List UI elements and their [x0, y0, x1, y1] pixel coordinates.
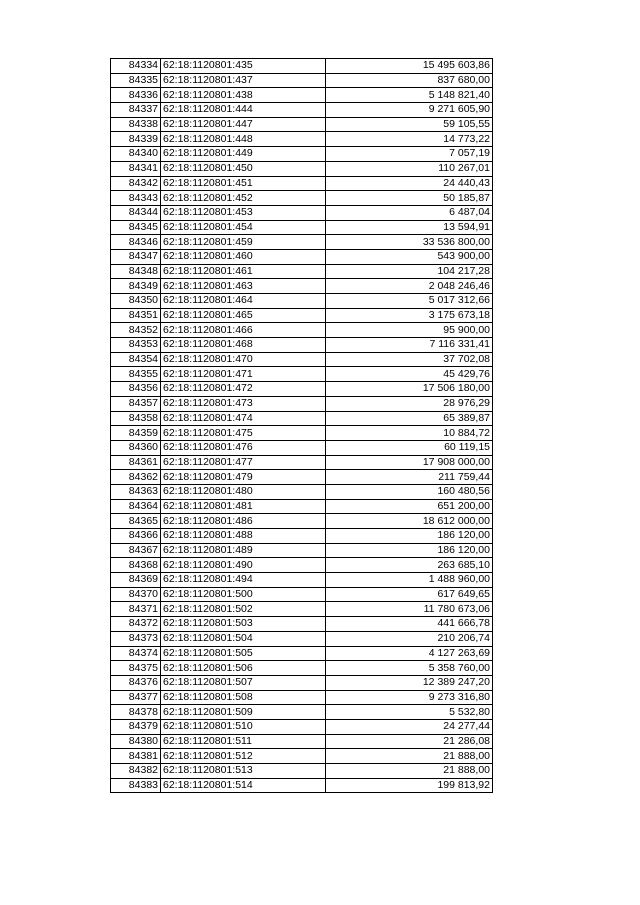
table-row [111, 602, 493, 617]
table-body [111, 59, 493, 793]
cadastral-number-cell: 62:18:1120801:510 [161, 719, 326, 734]
cadastral-number-cell: 62:18:1120801:437 [161, 73, 326, 88]
value-cell: 837 680,00 [326, 73, 493, 88]
table-row [111, 176, 493, 191]
cadastral-number-cell: 62:18:1120801:503 [161, 617, 326, 632]
cadastral-number-cell: 62:18:1120801:481 [161, 499, 326, 514]
row-number-cell: 84371 [111, 602, 161, 617]
value-cell: 186 120,00 [326, 543, 493, 558]
value-cell: 110 267,01 [326, 161, 493, 176]
row-number-cell: 84360 [111, 440, 161, 455]
table-row [111, 103, 493, 118]
cadastral-number-cell: 62:18:1120801:468 [161, 338, 326, 353]
row-number-cell: 84336 [111, 88, 161, 103]
row-number-cell: 84347 [111, 249, 161, 264]
cadastral-number-cell: 62:18:1120801:460 [161, 249, 326, 264]
row-number-cell: 84376 [111, 675, 161, 690]
value-cell: 7 057,19 [326, 147, 493, 162]
cadastral-number-cell: 62:18:1120801:506 [161, 661, 326, 676]
table-row [111, 147, 493, 162]
table-row [111, 411, 493, 426]
row-number-cell: 84380 [111, 734, 161, 749]
cadastral-number-cell: 62:18:1120801:470 [161, 352, 326, 367]
row-number-cell: 84346 [111, 235, 161, 250]
value-cell: 210 206,74 [326, 631, 493, 646]
value-cell: 24 440,43 [326, 176, 493, 191]
value-cell: 28 976,29 [326, 396, 493, 411]
table-row [111, 279, 493, 294]
row-number-cell: 84350 [111, 294, 161, 309]
cadastral-number-cell: 62:18:1120801:448 [161, 132, 326, 147]
value-cell: 14 773,22 [326, 132, 493, 147]
value-cell: 17 506 180,00 [326, 382, 493, 397]
row-number-cell: 84342 [111, 176, 161, 191]
cadastral-number-cell: 62:18:1120801:508 [161, 690, 326, 705]
value-cell: 2 048 246,46 [326, 279, 493, 294]
row-number-cell: 84338 [111, 117, 161, 132]
row-number-cell: 84348 [111, 264, 161, 279]
cadastral-number-cell: 62:18:1120801:465 [161, 308, 326, 323]
table-row [111, 205, 493, 220]
row-number-cell: 84373 [111, 631, 161, 646]
cadastral-number-cell: 62:18:1120801:466 [161, 323, 326, 338]
row-number-cell: 84374 [111, 646, 161, 661]
row-number-cell: 84339 [111, 132, 161, 147]
row-number-cell: 84344 [111, 205, 161, 220]
table-row [111, 308, 493, 323]
row-number-cell: 84358 [111, 411, 161, 426]
value-cell: 186 120,00 [326, 529, 493, 544]
cadastral-number-cell: 62:18:1120801:476 [161, 440, 326, 455]
cadastral-number-cell: 62:18:1120801:454 [161, 220, 326, 235]
table-row [111, 499, 493, 514]
row-number-cell: 84356 [111, 382, 161, 397]
value-cell: 50 185,87 [326, 191, 493, 206]
value-cell: 10 884,72 [326, 426, 493, 441]
row-number-cell: 84365 [111, 514, 161, 529]
value-cell: 4 127 263,69 [326, 646, 493, 661]
cadastral-number-cell: 62:18:1120801:474 [161, 411, 326, 426]
table-row [111, 455, 493, 470]
cadastral-number-cell: 62:18:1120801:449 [161, 147, 326, 162]
row-number-cell: 84337 [111, 103, 161, 118]
value-cell: 45 429,76 [326, 367, 493, 382]
value-cell: 33 536 800,00 [326, 235, 493, 250]
cadastral-number-cell: 62:18:1120801:475 [161, 426, 326, 441]
table-row [111, 382, 493, 397]
row-number-cell: 84383 [111, 778, 161, 793]
cadastral-number-cell: 62:18:1120801:461 [161, 264, 326, 279]
table-row [111, 705, 493, 720]
table-row [111, 294, 493, 309]
value-cell: 7 116 331,41 [326, 338, 493, 353]
row-number-cell: 84359 [111, 426, 161, 441]
cadastral-number-cell: 62:18:1120801:502 [161, 602, 326, 617]
table-row [111, 323, 493, 338]
value-cell: 617 649,65 [326, 587, 493, 602]
row-number-cell: 84364 [111, 499, 161, 514]
table-row [111, 631, 493, 646]
table-row [111, 440, 493, 455]
row-number-cell: 84349 [111, 279, 161, 294]
table-row [111, 396, 493, 411]
row-number-cell: 84379 [111, 719, 161, 734]
row-number-cell: 84361 [111, 455, 161, 470]
value-cell: 211 759,44 [326, 470, 493, 485]
table-row [111, 470, 493, 485]
cadastral-number-cell: 62:18:1120801:512 [161, 749, 326, 764]
value-cell: 104 217,28 [326, 264, 493, 279]
row-number-cell: 84334 [111, 59, 161, 74]
cadastral-number-cell: 62:18:1120801:504 [161, 631, 326, 646]
cadastral-number-cell: 62:18:1120801:438 [161, 88, 326, 103]
value-cell: 21 888,00 [326, 749, 493, 764]
row-number-cell: 84340 [111, 147, 161, 162]
table-row [111, 749, 493, 764]
cadastral-number-cell: 62:18:1120801:459 [161, 235, 326, 250]
row-number-cell: 84369 [111, 573, 161, 588]
row-number-cell: 84370 [111, 587, 161, 602]
cadastral-number-cell: 62:18:1120801:511 [161, 734, 326, 749]
table-row [111, 338, 493, 353]
value-cell: 9 273 316,80 [326, 690, 493, 705]
row-number-cell: 84363 [111, 484, 161, 499]
value-cell: 5 358 760,00 [326, 661, 493, 676]
cadastral-number-cell: 62:18:1120801:463 [161, 279, 326, 294]
row-number-cell: 84381 [111, 749, 161, 764]
cadastral-number-cell: 62:18:1120801:494 [161, 573, 326, 588]
table-row [111, 764, 493, 779]
value-cell: 543 900,00 [326, 249, 493, 264]
cadastral-number-cell: 62:18:1120801:486 [161, 514, 326, 529]
value-cell: 160 480,56 [326, 484, 493, 499]
cadastral-number-cell: 62:18:1120801:505 [161, 646, 326, 661]
row-number-cell: 84341 [111, 161, 161, 176]
table-row [111, 249, 493, 264]
cadastral-number-cell: 62:18:1120801:451 [161, 176, 326, 191]
value-cell: 13 594,91 [326, 220, 493, 235]
table-row [111, 690, 493, 705]
table-row [111, 220, 493, 235]
cadastral-number-cell: 62:18:1120801:500 [161, 587, 326, 602]
cadastral-number-cell: 62:18:1120801:452 [161, 191, 326, 206]
table-row [111, 73, 493, 88]
row-number-cell: 84367 [111, 543, 161, 558]
row-number-cell: 84355 [111, 367, 161, 382]
cadastral-number-cell: 62:18:1120801:509 [161, 705, 326, 720]
cadastral-number-cell: 62:18:1120801:473 [161, 396, 326, 411]
value-cell: 65 389,87 [326, 411, 493, 426]
table-row [111, 484, 493, 499]
value-cell: 18 612 000,00 [326, 514, 493, 529]
row-number-cell: 84352 [111, 323, 161, 338]
cadastral-number-cell: 62:18:1120801:507 [161, 675, 326, 690]
value-cell: 59 105,55 [326, 117, 493, 132]
value-cell: 9 271 605,90 [326, 103, 493, 118]
row-number-cell: 84351 [111, 308, 161, 323]
value-cell: 5 148 821,40 [326, 88, 493, 103]
cadastral-number-cell: 62:18:1120801:513 [161, 764, 326, 779]
value-cell: 37 702,08 [326, 352, 493, 367]
value-cell: 95 900,00 [326, 323, 493, 338]
table-row [111, 191, 493, 206]
table-row [111, 161, 493, 176]
value-cell: 199 813,92 [326, 778, 493, 793]
value-cell: 263 685,10 [326, 558, 493, 573]
row-number-cell: 84353 [111, 338, 161, 353]
cadastral-number-cell: 62:18:1120801:490 [161, 558, 326, 573]
value-cell: 24 277,44 [326, 719, 493, 734]
row-number-cell: 84362 [111, 470, 161, 485]
cadastral-value-table [110, 58, 493, 793]
table-row [111, 661, 493, 676]
value-cell: 6 487,04 [326, 205, 493, 220]
row-number-cell: 84357 [111, 396, 161, 411]
value-cell: 21 888,00 [326, 764, 493, 779]
row-number-cell: 84368 [111, 558, 161, 573]
value-cell: 5 017 312,66 [326, 294, 493, 309]
table-row [111, 59, 493, 74]
table-row [111, 778, 493, 793]
table-row [111, 734, 493, 749]
cadastral-number-cell: 62:18:1120801:447 [161, 117, 326, 132]
table-row [111, 587, 493, 602]
cadastral-number-cell: 62:18:1120801:489 [161, 543, 326, 558]
table-row [111, 646, 493, 661]
table-row [111, 529, 493, 544]
row-number-cell: 84378 [111, 705, 161, 720]
cadastral-number-cell: 62:18:1120801:477 [161, 455, 326, 470]
table-row [111, 675, 493, 690]
table-row [111, 367, 493, 382]
table-row [111, 514, 493, 529]
cadastral-number-cell: 62:18:1120801:480 [161, 484, 326, 499]
value-cell: 21 286,08 [326, 734, 493, 749]
cadastral-number-cell: 62:18:1120801:488 [161, 529, 326, 544]
table-row [111, 617, 493, 632]
value-cell: 5 532,80 [326, 705, 493, 720]
row-number-cell: 84382 [111, 764, 161, 779]
cadastral-number-cell: 62:18:1120801:435 [161, 59, 326, 74]
table-row [111, 543, 493, 558]
cadastral-number-cell: 62:18:1120801:444 [161, 103, 326, 118]
value-cell: 441 666,78 [326, 617, 493, 632]
row-number-cell: 84335 [111, 73, 161, 88]
cadastral-number-cell: 62:18:1120801:479 [161, 470, 326, 485]
table-row [111, 558, 493, 573]
value-cell: 12 389 247,20 [326, 675, 493, 690]
value-cell: 60 119,15 [326, 440, 493, 455]
value-cell: 3 175 673,18 [326, 308, 493, 323]
table-row [111, 352, 493, 367]
value-cell: 17 908 000,00 [326, 455, 493, 470]
value-cell: 1 488 960,00 [326, 573, 493, 588]
row-number-cell: 84354 [111, 352, 161, 367]
cadastral-number-cell: 62:18:1120801:450 [161, 161, 326, 176]
row-number-cell: 84377 [111, 690, 161, 705]
value-cell: 15 495 603,86 [326, 59, 493, 74]
value-cell: 11 780 673,06 [326, 602, 493, 617]
row-number-cell: 84343 [111, 191, 161, 206]
table-row [111, 573, 493, 588]
table-row [111, 88, 493, 103]
row-number-cell: 84345 [111, 220, 161, 235]
row-number-cell: 84375 [111, 661, 161, 676]
cadastral-number-cell: 62:18:1120801:514 [161, 778, 326, 793]
table-row [111, 426, 493, 441]
row-number-cell: 84366 [111, 529, 161, 544]
cadastral-number-cell: 62:18:1120801:464 [161, 294, 326, 309]
table-row [111, 719, 493, 734]
value-cell: 651 200,00 [326, 499, 493, 514]
table-row [111, 235, 493, 250]
cadastral-number-cell: 62:18:1120801:453 [161, 205, 326, 220]
cadastral-number-cell: 62:18:1120801:471 [161, 367, 326, 382]
table-row [111, 117, 493, 132]
row-number-cell: 84372 [111, 617, 161, 632]
table-row [111, 264, 493, 279]
table-row [111, 132, 493, 147]
cadastral-number-cell: 62:18:1120801:472 [161, 382, 326, 397]
